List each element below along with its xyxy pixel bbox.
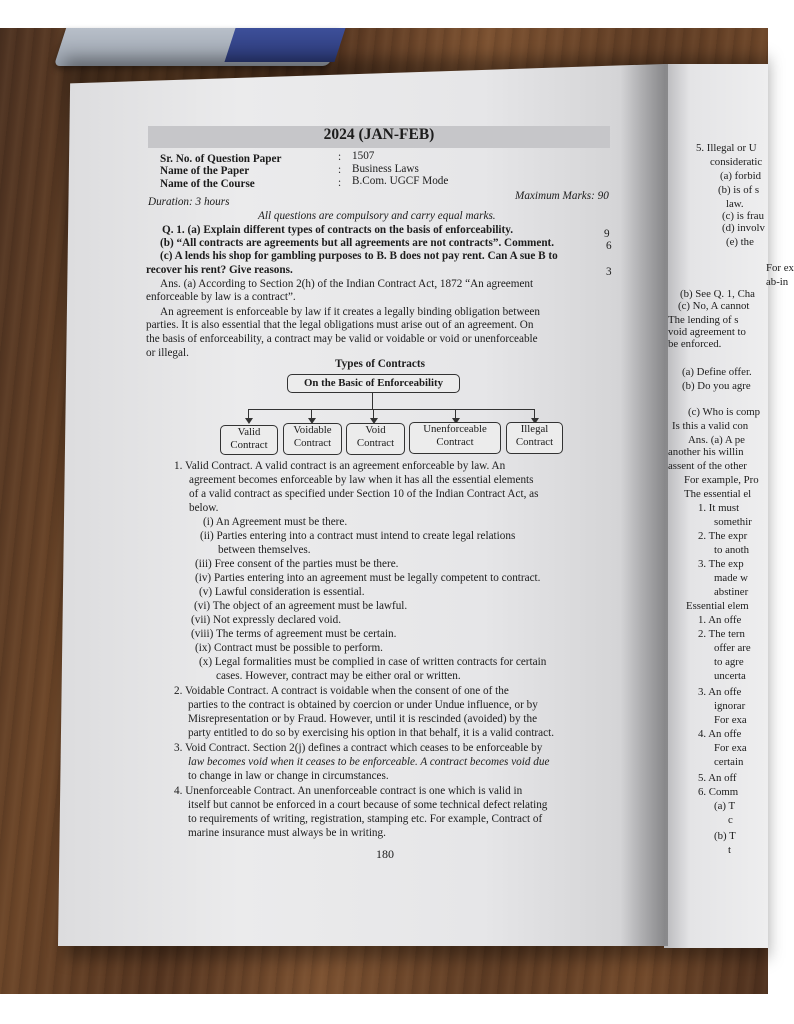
- diagram-node-label: Contract: [356, 437, 395, 449]
- right-page-line: 2. The expr: [698, 530, 748, 542]
- diagram-node-label: Void: [365, 424, 386, 436]
- element-item: (v) Lawful consideration is essential.: [199, 586, 365, 598]
- answer-line-2: enforceable by law is a contract”.: [146, 291, 296, 303]
- diagram-node-label: Contract: [436, 436, 474, 448]
- right-page-line: For exa: [714, 742, 747, 754]
- right-page-line: (a) Define offer.: [682, 366, 752, 378]
- unenforceable-line: to requirements of writing, registration, stamping etc. For example, Contract of: [188, 813, 543, 825]
- para-line-1: An agreement is enforceable by law if it creates a legally binding obligation between: [160, 306, 540, 318]
- right-page-line: For example, Pro: [684, 474, 759, 486]
- right-page-line: 3. The exp: [698, 558, 744, 570]
- diagram-node-label: Unenforceable: [423, 423, 487, 435]
- diagram-connector: [372, 393, 373, 409]
- voidable-line: 2. Voidable Contract. A contract is voidable when the consent of one of the: [174, 685, 509, 697]
- right-page-line: 5. Illegal or U: [696, 142, 757, 154]
- right-page-line: (c) is frau: [722, 210, 764, 222]
- right-page-line: t: [728, 844, 731, 856]
- element-item: (ix) Contract must be possible to perform.: [195, 642, 383, 654]
- right-page-line: 6. Comm: [698, 786, 739, 798]
- page-number: 180: [376, 847, 394, 861]
- right-page-line: For ex: [766, 262, 794, 274]
- right-page-line: (a) T: [714, 800, 736, 812]
- diagram-node-label: Contract: [230, 439, 268, 451]
- question-1b: (b) “All contracts are agreements but all agreements are not contracts”. Comment.: [160, 237, 555, 249]
- right-page-line: (e) the: [726, 236, 754, 248]
- right-page-line: somethir: [714, 516, 752, 528]
- element-item: (i) An Agreement must be there.: [203, 516, 348, 528]
- arrow-icon: [245, 418, 253, 424]
- element-item: (vii) Not expressly declared void.: [191, 614, 342, 626]
- diagram-node: [506, 422, 563, 454]
- max-marks: Maximum Marks: 90: [515, 190, 609, 202]
- right-page-line: (b) is of s: [718, 184, 760, 196]
- right-page-line: consideratic: [710, 156, 763, 168]
- right-page-line: uncerta: [714, 670, 746, 682]
- right-page-line: be enforced.: [668, 338, 722, 350]
- marks-1a: 9: [604, 228, 610, 240]
- element-item: cases. However, contract may be either oral or written.: [216, 670, 461, 682]
- voidable-line: parties to the contract is obtained by coercion or under Undue influence, or by: [188, 699, 538, 711]
- diagram-node: [409, 422, 501, 454]
- voidable-line: party entitled to do so by exercising his option in that behalf, it is a valid contract.: [188, 727, 554, 739]
- right-page-line: 1. It must: [698, 502, 740, 514]
- right-page-line: 4. An offe: [698, 728, 742, 740]
- diagram-node-label: Contract: [515, 436, 554, 448]
- meta-value-course: B.Com. UGCF Mode: [352, 175, 449, 187]
- right-page-line: 1. An offe: [698, 614, 742, 626]
- right-page-line: certain: [714, 756, 744, 768]
- marks-1b: 6: [606, 240, 612, 252]
- right-page-line: (d) involv: [722, 222, 765, 234]
- valid-line-2: agreement becomes enforceable by law when it has all the essential elements: [189, 474, 534, 486]
- right-page-line: another his willin: [668, 446, 744, 458]
- right-page-line: to agre: [714, 656, 744, 668]
- diagram-node-label: Voidable: [293, 424, 332, 436]
- diagram-node-label: Contract: [293, 437, 332, 449]
- unenforceable-line: itself but cannot be enforced in a court because of some technical defect relating: [188, 799, 548, 811]
- void-line: 3. Void Contract. Section 2(j) defines a contract which ceases to be enforceable by: [174, 742, 543, 754]
- diagram-title: Types of Contracts: [335, 358, 425, 370]
- element-item: (ii) Parties entering into a contract must intend to create legal relations: [200, 530, 516, 542]
- para-line-4: or illegal.: [146, 347, 189, 359]
- void-line: to change in law or change in circumstances.: [188, 770, 389, 782]
- right-page-line: offer are: [714, 642, 751, 654]
- right-page-line: abstiner: [714, 586, 749, 598]
- right-page-line: The lending of s: [668, 314, 739, 326]
- voidable-line: Misrepresentation or by Fraud. However, until it is rescinded (avoided) by the: [188, 713, 538, 725]
- duration: Duration: 3 hours: [148, 196, 230, 208]
- meta-sep: :: [338, 177, 342, 189]
- meta-value-paper-no: 1507: [352, 150, 375, 162]
- right-page-line: 3. An offe: [698, 686, 742, 698]
- meta-label-course: Name of the Course: [160, 178, 255, 190]
- valid-line-3: of a valid contract as specified under Section 10 of the Indian Contract Act, as: [189, 488, 539, 500]
- right-page-line: ab-in: [766, 276, 789, 288]
- diagram-node: [220, 425, 278, 455]
- right-page-line: assent of the other: [668, 460, 747, 472]
- right-page-line: (b) See Q. 1, Cha: [680, 288, 755, 300]
- element-item: between themselves.: [218, 544, 311, 556]
- right-page-line: Ans. (a) A pe: [688, 434, 745, 446]
- year-heading: 2024 (JAN-FEB): [323, 126, 435, 143]
- right-page-line: (c) No, A cannot: [678, 300, 750, 312]
- right-page-line: void agreement to: [668, 326, 746, 338]
- element-item: (viii) The terms of agreement must be certain.: [191, 628, 397, 640]
- para-line-3: the basis of enforceability, a contract may be valid or voidable or void or unenforceable: [146, 333, 538, 345]
- right-page-line: c: [728, 814, 733, 826]
- right-page-line: The essential el: [684, 488, 752, 500]
- diagram-root-box: On the Basic of Enforceability: [287, 374, 460, 393]
- right-page-line: made w: [714, 572, 748, 584]
- right-page-line: ignorar: [714, 700, 746, 712]
- question-1a: Q. 1. (a) Explain different types of contracts on the basis of enforceability.: [162, 224, 514, 236]
- right-page-line: (b) T: [714, 830, 736, 842]
- answer-line-1: Ans. (a) According to Section 2(h) of the Indian Contract Act, 1872 “An agreement: [160, 278, 534, 290]
- meta-value-paper-name: Business Laws: [352, 163, 419, 175]
- diagram-node: [283, 423, 342, 455]
- unenforceable-line: 4. Unenforceable Contract. An unenforceable contract is one which is valid in: [174, 785, 523, 797]
- right-page-line: Essential elem: [686, 600, 749, 612]
- meta-sep: :: [338, 164, 342, 176]
- void-line: law becomes void when it ceases to be enforceable. A contract becomes void due: [188, 756, 550, 768]
- element-item: (iv) Parties entering into an agreement must be legally competent to contract.: [195, 572, 541, 584]
- diagram-node: [346, 423, 405, 455]
- right-page-line: (a) forbid: [720, 170, 762, 182]
- right-page-line: law.: [726, 198, 744, 210]
- marks-1c: 3: [606, 266, 612, 278]
- question-1c: (c) A lends his shop for gambling purposes to B. B does not pay rent. Can A sue B to: [160, 250, 558, 262]
- right-page-line: 5. An off: [698, 772, 737, 784]
- meta-label-paper-no: Sr. No. of Question Paper: [160, 153, 282, 165]
- right-page-line: (c) Who is comp: [688, 406, 761, 418]
- meta-sep: :: [338, 151, 342, 163]
- valid-line-4: below.: [189, 502, 219, 514]
- instructions: All questions are compulsory and carry equal marks.: [258, 210, 496, 222]
- element-item: (vi) The object of an agreement must be lawful.: [194, 600, 408, 612]
- meta-label-paper-name: Name of the Paper: [160, 165, 250, 177]
- valid-line-1: 1. Valid Contract. A valid contract is an agreement enforceable by law. An: [174, 460, 506, 472]
- right-page-line: Is this a valid con: [672, 420, 749, 432]
- right-page-line: For exa: [714, 714, 747, 726]
- para-line-2: parties. It is also essential that the legal obligations must arise out of an agreement. On: [146, 319, 534, 331]
- unenforceable-line: marine insurance must always be in writing.: [188, 827, 386, 839]
- right-page-line: 2. The tern: [698, 628, 745, 640]
- diagram-connector: [248, 409, 534, 410]
- diagram-node-label: Illegal: [520, 423, 549, 435]
- diagram-node-label: Valid: [237, 426, 261, 438]
- element-item: (iii) Free consent of the parties must be there.: [195, 558, 399, 570]
- question-1c-cont: recover his rent? Give reasons.: [146, 264, 293, 276]
- right-page-line: (b) Do you agre: [682, 380, 751, 392]
- element-item: (x) Legal formalities must be complied in case of written contracts for certain: [199, 656, 547, 668]
- right-page-line: to anoth: [714, 544, 750, 556]
